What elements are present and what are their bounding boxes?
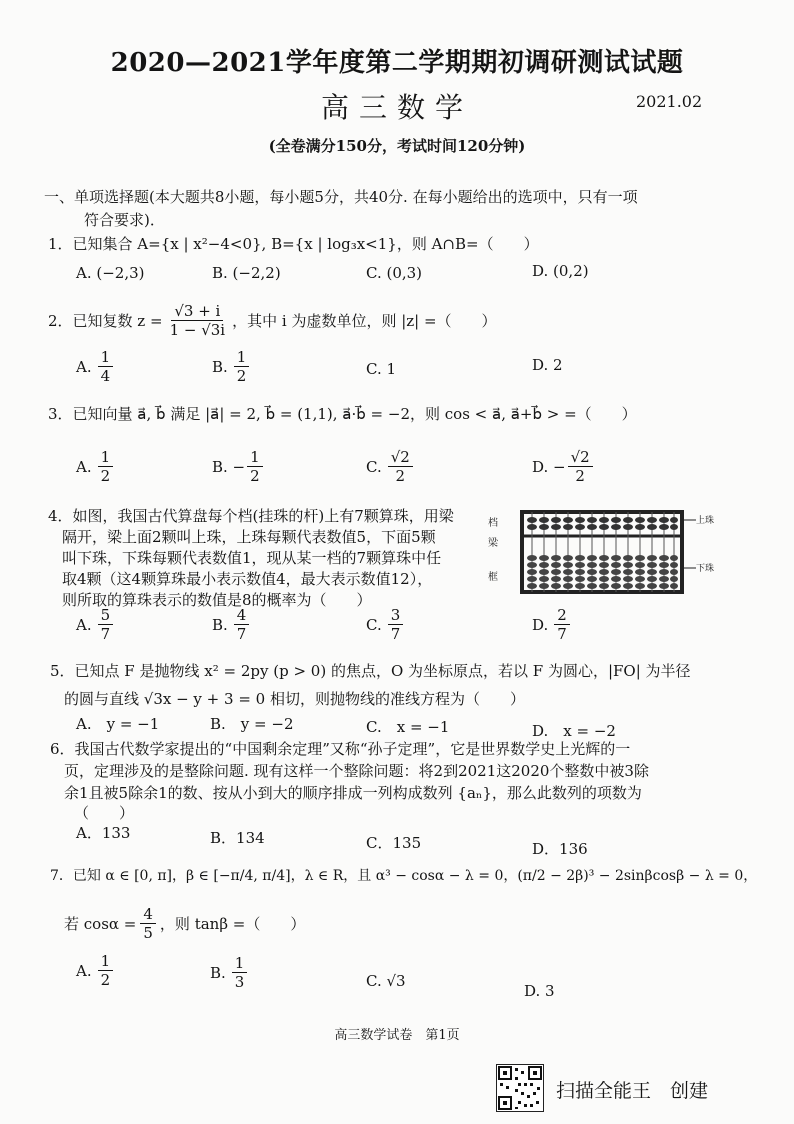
q7-option-a-label: A. xyxy=(76,961,92,980)
q4-c-num: 3 xyxy=(388,606,404,625)
q6-option-a: A．133 xyxy=(76,824,131,842)
q3-option-c xyxy=(366,448,413,485)
q3-option-d-label: D. − xyxy=(532,457,566,476)
q7-option-d: D. 3 xyxy=(524,982,555,1000)
q2-b-num: 1 xyxy=(234,348,250,367)
q2-b-den: 2 xyxy=(236,367,247,385)
q4-option-a-label: A. xyxy=(76,615,92,634)
q6-line2: 页，定理涉及的是整除问题. 现有这样一个整除问题：将2到2021这2020个整数中被3除 xyxy=(64,762,649,780)
q1-option-a: A. (−2,3) xyxy=(76,264,145,282)
q2-stem xyxy=(48,302,497,339)
q4-option-a xyxy=(76,606,113,643)
q3-option-c-label: C. xyxy=(366,457,382,476)
q5-option-c: C. x = −1 xyxy=(366,718,450,736)
q4-option-d-label: D. xyxy=(532,615,549,634)
q3-d-den: 2 xyxy=(575,467,585,485)
q2-stem-pre: 2．已知复数 z = xyxy=(48,311,163,330)
q2-fraction-den: 1 − √3i xyxy=(169,321,226,339)
abacus-label-dang: 档 xyxy=(488,518,498,529)
q1-option-b: B. (−2,2) xyxy=(212,264,281,282)
page-footer: 高三数学试卷 第1页 xyxy=(334,1028,460,1043)
q4-d-num: 2 xyxy=(554,606,570,625)
section-heading-line2: 符合要求)． xyxy=(84,211,165,229)
q7-line2-pre: 若 cosα = xyxy=(64,914,137,933)
q7-b-num: 1 xyxy=(232,954,248,973)
q1-option-c: C. (0,3) xyxy=(366,264,423,282)
q7-num: 4 xyxy=(140,905,156,924)
q7-b-den: 3 xyxy=(234,973,245,991)
exam-date: 2021.02 xyxy=(636,92,703,111)
q6-option-c: C．135 xyxy=(366,834,422,852)
q7-option-b xyxy=(210,954,247,991)
q3-a-den: 2 xyxy=(100,467,111,485)
q6-option-d: D．136 xyxy=(532,840,588,858)
q2-fraction xyxy=(167,302,229,339)
q7-option-a-frac xyxy=(98,952,114,989)
q4-option-c-frac xyxy=(388,606,404,643)
q7-option-a xyxy=(76,952,113,989)
q2-option-b-frac xyxy=(234,348,250,385)
q4-a-num: 5 xyxy=(98,606,114,625)
abacus-illustration xyxy=(484,506,716,598)
q3-b-den: 2 xyxy=(250,467,260,485)
q2-option-c: C. 1 xyxy=(366,360,397,378)
q4-option-b xyxy=(212,606,249,643)
q3-stem: 3．已知向量 a⃗, b⃗ 满足 |a⃗| = 2, b⃗ = (1,1), a⃗·b⃗ = −2，则 cos < a⃗, a⃗+b⃗ > =（ ） xyxy=(48,405,637,423)
q5-option-a: A. y = −1 xyxy=(76,715,160,733)
q4-a-den: 7 xyxy=(100,625,111,643)
q7-option-b-frac xyxy=(232,954,248,991)
abacus-figure xyxy=(484,506,716,598)
q3-option-d-frac xyxy=(568,448,593,485)
q2-option-a-frac xyxy=(98,348,114,385)
q3-a-num: 1 xyxy=(98,448,114,467)
q4-line4: 取4颗（这4颗算珠最小表示数值4，最大表示数值12）， xyxy=(62,570,433,588)
q3-c-den: 2 xyxy=(395,467,406,485)
q3-option-a xyxy=(76,448,113,485)
q3-option-a-label: A. xyxy=(76,457,92,476)
q7-den: 5 xyxy=(143,924,153,942)
q5-option-b: B. y = −2 xyxy=(210,715,294,733)
exam-subtitle: (全卷满分150分，考试时间120分钟) xyxy=(268,137,526,155)
exam-title: 2020—2021学年度第二学期期初调研测试试题 xyxy=(110,48,684,78)
q4-line3: 叫下珠，下珠每颗代表数值1，现从某一档的7颗算珠中任 xyxy=(62,549,442,567)
exam-subject: 高三数学 xyxy=(320,91,473,124)
q5-line1: 5．已知点 F 是抛物线 x² = 2py (p > 0) 的焦点，O 为坐标原点，若以 F 为圆心，|FO| 为半径 xyxy=(50,662,691,680)
section-heading-line1: 一、单项选择题(本大题共8小题，每小题5分，共40分. 在每小题给出的选项中，只有一项 xyxy=(44,188,638,206)
q4-option-d-frac xyxy=(554,606,570,643)
abacus-label-top-beads: 上珠 xyxy=(696,516,715,526)
q4-option-c xyxy=(366,606,403,643)
q5-line2: 的圆与直线 √3x − y + 3 = 0 相切，则抛物线的准线方程为（ ） xyxy=(64,690,525,708)
q2-a-num: 1 xyxy=(98,348,114,367)
q4-b-num: 4 xyxy=(234,606,250,625)
q2-option-a xyxy=(76,348,113,385)
q2-stem-post: ，其中 i 为虚数单位，则 |z| =（ ） xyxy=(232,311,497,330)
q6-line1: 6．我国古代数学家提出的“中国剩余定理”又称“孙子定理”，它是世界数学史上光辉的一 xyxy=(50,740,631,758)
q2-option-d: D. 2 xyxy=(532,356,563,374)
q3-c-num: √2 xyxy=(388,448,413,467)
q4-c-den: 7 xyxy=(390,625,401,643)
q7-line1: 7．已知 α ∈ [0, π]，β ∈ [−π/4, π/4]，λ ∈ R，且 α³ − cosα − λ = 0，(π/2 − 2β)³ − 2sinβcosβ − λ = 0， xyxy=(50,868,758,884)
q4-option-b-frac xyxy=(234,606,250,643)
q3-option-b xyxy=(212,448,263,485)
q4-option-d xyxy=(532,606,570,643)
q3-option-d xyxy=(532,448,593,485)
q7-a-den: 2 xyxy=(100,971,111,989)
q2-option-b-label: B. xyxy=(212,357,228,376)
q6-line3: 余1且被5除余1的数、按从小到大的顺序排成一列构成数列 {aₙ}，那么此数列的项数为 xyxy=(64,784,642,802)
q4-line1: 4．如图，我国古代算盘每个档(挂珠的杆)上有7颗算珠，用梁 xyxy=(48,507,454,525)
q1-option-d: D. (0,2) xyxy=(532,262,589,280)
qr-code-graphic xyxy=(497,1065,543,1111)
q2-fraction-num: √3 + i xyxy=(171,302,223,321)
qr-code-icon xyxy=(496,1064,544,1112)
q3-option-a-frac xyxy=(98,448,114,485)
q4-d-den: 7 xyxy=(557,625,567,643)
q6-option-b: B．134 xyxy=(210,829,265,847)
q3-b-num: 1 xyxy=(247,448,263,467)
scanner-watermark: 扫描全能王 创建 xyxy=(556,1080,709,1102)
abacus-label-bottom-beads: 下珠 xyxy=(696,564,715,574)
abacus-label-liang: 梁 xyxy=(488,538,498,549)
q1-stem: 1．已知集合 A={x | x²−4<0}, B={x | log₃x<1}，则 A∩B=（ ） xyxy=(48,235,539,253)
q4-option-b-label: B. xyxy=(212,615,228,634)
q4-line2: 隔开，梁上面2颗叫上珠，上珠每颗代表数值5，下面5颗 xyxy=(62,528,436,546)
q2-option-b xyxy=(212,348,249,385)
q5-option-d: D. x = −2 xyxy=(532,722,616,740)
q3-option-b-frac xyxy=(247,448,263,485)
q2-a-den: 4 xyxy=(100,367,111,385)
q3-option-c-frac xyxy=(388,448,413,485)
q4-option-a-frac xyxy=(98,606,114,643)
q3-d-num: √2 xyxy=(568,448,593,467)
abacus-label-kuang: 框 xyxy=(488,572,498,583)
q7-option-c: C. √3 xyxy=(366,972,406,990)
q7-line2-frac xyxy=(140,905,156,942)
q7-a-num: 1 xyxy=(98,952,114,971)
q4-line5: 则所取的算珠表示的数值是8的概率为（ ） xyxy=(62,591,372,609)
q7-option-b-label: B. xyxy=(210,963,226,982)
q4-option-c-label: C. xyxy=(366,615,382,634)
q4-b-den: 7 xyxy=(236,625,247,643)
q3-option-b-label: B. − xyxy=(212,457,246,476)
q2-option-a-label: A. xyxy=(76,357,92,376)
q7-line2-post: ，则 tanβ =（ ） xyxy=(159,914,306,933)
q7-line2 xyxy=(64,905,305,942)
q6-line4: （ ） xyxy=(74,804,135,822)
